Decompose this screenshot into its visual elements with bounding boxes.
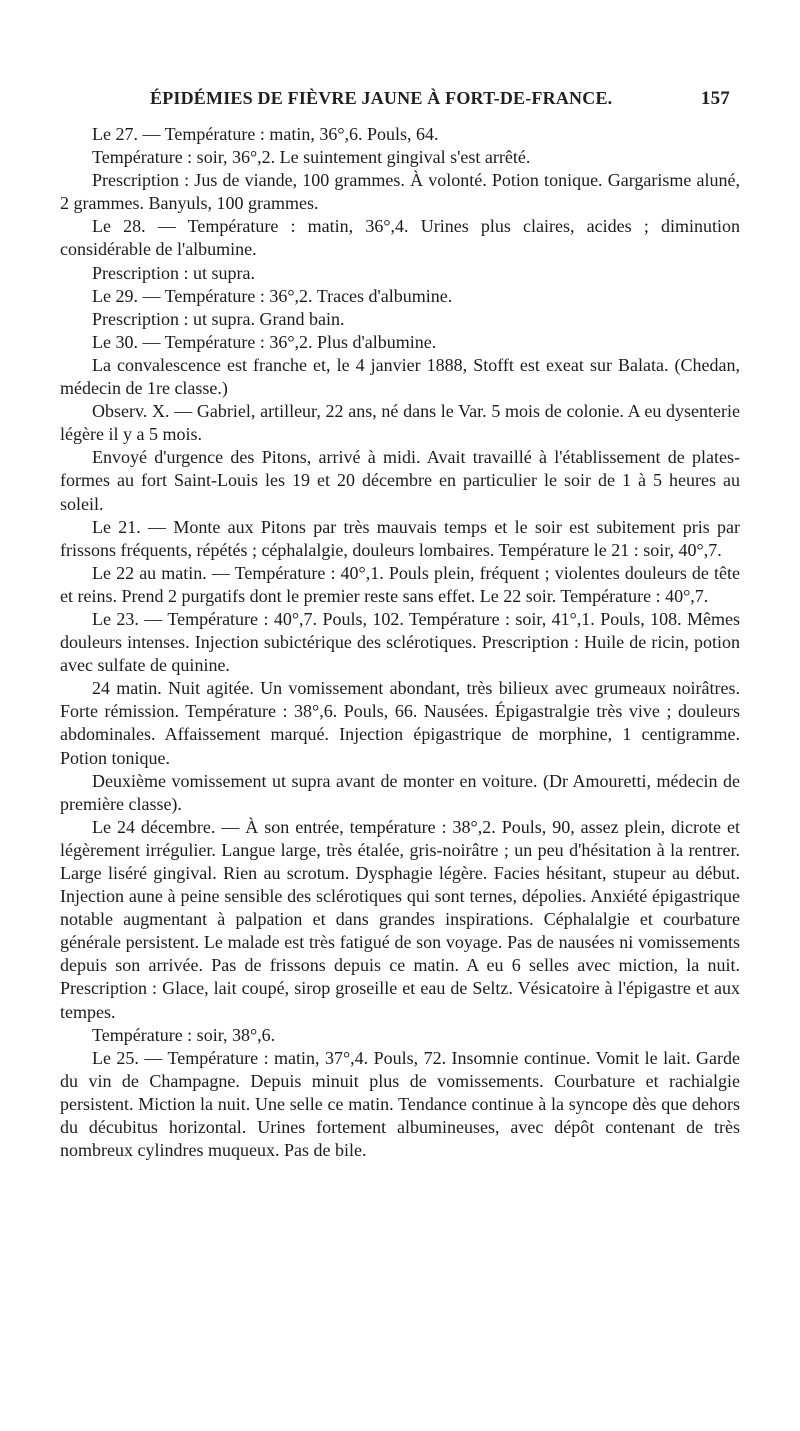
paragraph: Température : soir, 38°,6. xyxy=(92,1024,276,1045)
paragraph: Observ. X. — Gabriel, artilleur, 22 ans, né dans le Var. 5 mois de colonie. A eu dysenterie légère il y a 5 mois. xyxy=(60,401,740,445)
paragraph: Envoyé d'urgence des Pitons, arrivé à midi. Avait travaillé à l'établissement de plates-formes au fort Saint-Louis les 19 et 20 décembre en particulier le soir de 1 à 5 heures au soleil. xyxy=(60,447,740,514)
paragraph: Le 23. — Température : 40°,7. Pouls, 102. Température : soir, 41°,1. Pouls, 108. Mêmes douleurs intenses. Injection subictérique des sclérotiques. Prescription : Huile de ricin, potion avec sulfate de quinine. xyxy=(60,608,740,676)
paragraph: Prescription : ut supra. xyxy=(92,262,255,283)
paragraph: Prescription : Jus de viande, 100 grammes. À volonté. Potion tonique. Gargarisme aluné, 2 grammes. Banyuls, 100 grammes. xyxy=(60,170,740,214)
paragraph: La convalescence est franche et, le 4 janvier 1888, Stofft est exeat sur Balata. (Chedan, médecin de 1re classe.) xyxy=(60,354,740,399)
paragraph: Le 24 décembre. — À son entrée, température : 38°,2. Pouls, 90, assez plein, dicrote et légèrement irrégulier. Langue large, très étalée, gris-noirâtre ; un peu d'hésitation à la rentrer. Large liséré gingival. Rien au scrotum. Dysphagie légère. Facies hésitant, stupeur au début. Injection aune à peine sensible des sclérotiques qui sont ternes, dépolies. Anxiété épigastrique notable augmentant à palpation et dans grandes inspirations. Céphalalgie et courbature générale persistent. Le malade est très fatigué de son voyage. Pas de nausées ni vomissements depuis son arrivée. Pas de frissons depuis ce matin. A eu 6 selles avec miction, la nuit. Prescription : Glace, lait coupé, sirop groseille et eau de Seltz. Vésicatoire à l'épigastre et aux tempes. xyxy=(60,816,740,1022)
paragraph: Température : soir, 36°,2. Le suintement gingival s'est arrêté. xyxy=(92,147,531,168)
paragraph: Le 25. — Température : matin, 37°,4. Pouls, 72. Insomnie continue. Vomit le lait. Garde du vin de Champagne. Depuis minuit plus de vomissements. Courbature et rachialgie persistent. Miction la nuit. Une selle ce matin. Tendance continue à la syncope dès que dehors du décubitus horizontal. Urines fortement albumineuses, avec dépôt contenant de très nombreux cylindres muqueux. Pas de bile. xyxy=(60,1047,740,1161)
running-title: ÉPIDÉMIES DE FIÈVRE JAUNE À FORT-DE-FRANCE. xyxy=(150,88,613,108)
paragraph: Le 29. — Température : 36°,2. Traces d'albumine. xyxy=(92,285,453,306)
paragraph: Le 22 au matin. — Température : 40°,1. Pouls plein, fréquent ; violentes douleurs de tête et reins. Prend 2 purgatifs dont le premier reste sans effet. Le 22 soir. Température : 40°,7. xyxy=(60,562,740,606)
page-number: 157 xyxy=(700,88,730,109)
paragraph: 24 matin. Nuit agitée. Un vomissement abondant, très bilieux avec grumeaux noirâtres. Forte rémission. Température : 38°,6. Pouls, 66. Nausées. Épigastralgie très vive ; douleurs abdominales. Affaissement marqué. Injection épigastrique de morphine, 1 centigramme. Potion tonique. xyxy=(60,678,740,768)
body-text xyxy=(60,123,740,1162)
page-header xyxy=(150,88,730,114)
paragraph: Le 27. — Température : matin, 36°,6. Pouls, 64. xyxy=(92,124,439,144)
paragraph: Prescription : ut supra. Grand bain. xyxy=(92,308,345,329)
paragraph: Le 28. — Température : matin, 36°,4. Urines plus claires, acides ; diminution considérable de l'albumine. xyxy=(60,216,740,260)
paragraph: Le 30. — Température : 36°,2. Plus d'albumine. xyxy=(92,331,437,352)
paragraph: Le 21. — Monte aux Pitons par très mauvais temps et le soir est subitement pris par frissons fréquents, répétés ; céphalalgie, douleurs lombaires. Température le 21 : soir, 40°,7. xyxy=(60,516,740,560)
paragraph: Deuxième vomissement ut supra avant de monter en voiture. (Dr Amouretti, médecin de première classe). xyxy=(60,770,740,814)
